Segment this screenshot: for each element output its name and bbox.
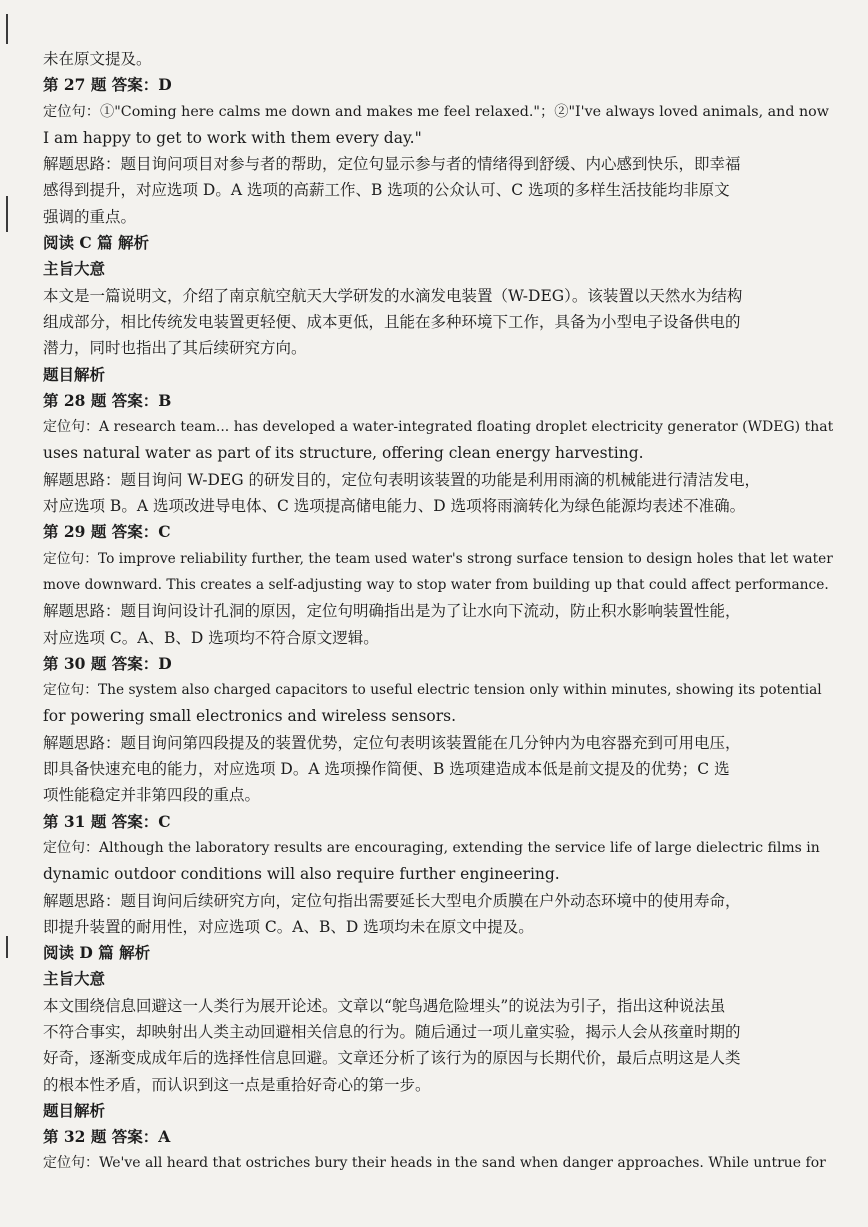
text-line: 感得到提升，对应选项 D。A 选项的高薪工作、B 选项的公众认可、C 选项的多样生活技能均非原文: [43, 181, 730, 200]
text-line: 即提升装置的耐用性，对应选项 C。A、B、D 选项均未在原文中提及。: [43, 917, 534, 936]
text-line: 定位句：We've all heard that ostriches bury their heads in the sand when danger approaches. While untrue for: [43, 1155, 826, 1172]
scan-margin-mark: [6, 196, 8, 232]
section-heading: 第 28 题 答案：B: [43, 390, 172, 410]
section-heading: 题目解析: [43, 1100, 106, 1120]
text-line: 定位句：Although the laboratory results are encouraging, extending the service life of large dielectric films in: [43, 839, 820, 856]
text-line: for powering small electronics and wireless sensors.: [43, 707, 457, 726]
section-heading: 第 29 题 答案：C: [43, 522, 171, 542]
scan-margin-mark: [6, 936, 8, 958]
text-line: 解题思路：题目询问后续研究方向，定位句指出需要延长大型电介质膜在户外动态环境中的使用寿命，: [43, 891, 741, 910]
section-heading: 第 32 题 答案：A: [43, 1127, 171, 1147]
text-line: 的根本性矛盾，而认识到这一点是重拾好奇心的第一步。: [43, 1075, 431, 1094]
text-line: 定位句：To improve reliability further, the team used water's strong surface tension to design holes that let water: [43, 550, 833, 567]
text-line: 潜力，同时也指出了其后续研究方向。: [43, 339, 307, 358]
text-line: 本文围绕信息回避这一人类行为展开论述。文章以“鸵鸟遇危险埋头”的说法为引子，指出这种说法虽: [43, 996, 726, 1015]
section-heading: 第 31 题 答案：C: [43, 811, 171, 831]
section-heading: 第 27 题 答案：D: [43, 75, 172, 95]
section-heading: 第 30 题 答案：D: [43, 653, 172, 673]
text-line: I am happy to get to work with them every day.": [43, 128, 422, 147]
text-line: 解题思路：题目询问第四段提及的装置优势，定位句表明该装置能在几分钟内为电容器充到可用电压，: [43, 733, 741, 752]
scan-margin-mark: [6, 14, 8, 44]
text-line: 强调的重点。: [43, 207, 137, 226]
section-heading: 主旨大意: [43, 969, 106, 989]
text-line: 本文是一篇说明文，介绍了南京航空航天大学研发的水滴发电装置（W-DEG）。该装置以天然水为结构: [43, 286, 743, 305]
text-line: dynamic outdoor conditions will also require further engineering.: [43, 865, 560, 884]
text-line: 解题思路：题目询问 W-DEG 的研发目的，定位句表明该装置的功能是利用雨滴的机械能进行清洁发电，: [43, 470, 761, 489]
text-line: 组成部分，相比传统发电装置更轻便、成本更低，且能在多种环境下工作，具备为小型电子设备供电的: [43, 312, 741, 331]
text-line: 定位句：The system also charged capacitors to useful electric tension only within minutes, showing its potential: [43, 682, 822, 699]
text-line: 即具备快速充电的能力，对应选项 D。A 选项操作简便、B 选项建造成本低是前文提及的优势；C 选: [43, 760, 730, 779]
section-heading: 题目解析: [43, 364, 106, 384]
text-line: 定位句：A research team... has developed a water-integrated floating droplet electricity generator (WDEG) that: [43, 419, 833, 436]
text-line: 不符合事实，却映射出人类主动回避相关信息的行为。随后通过一项儿童实验，揭示人会从孩童时期的: [43, 1022, 741, 1041]
document-page: [43, 46, 833, 1177]
text-line: uses natural water as part of its structure, offering clean energy harvesting.: [43, 444, 644, 463]
text-line: 对应选项 B。A 选项改进导电体、C 选项提高储电能力、D 选项将雨滴转化为绿色能源均表述不准确。: [43, 497, 746, 516]
text-line: 定位句：①"Coming here calms me down and makes me feel relaxed."；②"I've always loved animals, and now: [43, 103, 829, 120]
section-heading: 阅读 C 篇 解析: [43, 233, 150, 253]
text-line: 解题思路：题目询问设计孔洞的原因，定位句明确指出是为了让水向下流动，防止积水影响装置性能，: [43, 602, 741, 621]
text-line: 好奇，逐渐变成成年后的选择性信息回避。文章还分析了该行为的原因与长期代价，最后点明这是人类: [43, 1049, 741, 1068]
text-line: 解题思路：题目询问项目对参与者的帮助，定位句显示参与者的情绪得到舒缓、内心感到快乐，即幸福: [43, 155, 741, 174]
section-heading: 主旨大意: [43, 259, 106, 279]
text-line: move downward. This creates a self-adjusting way to stop water from building up that could affect performance.: [43, 576, 829, 593]
text-line: 未在原文提及。: [43, 50, 152, 68]
section-heading: 阅读 D 篇 解析: [43, 943, 151, 963]
text-line: 对应选项 C。A、B、D 选项均不符合原文逻辑。: [43, 628, 379, 647]
text-line: 项性能稳定并非第四段的重点。: [43, 786, 261, 805]
